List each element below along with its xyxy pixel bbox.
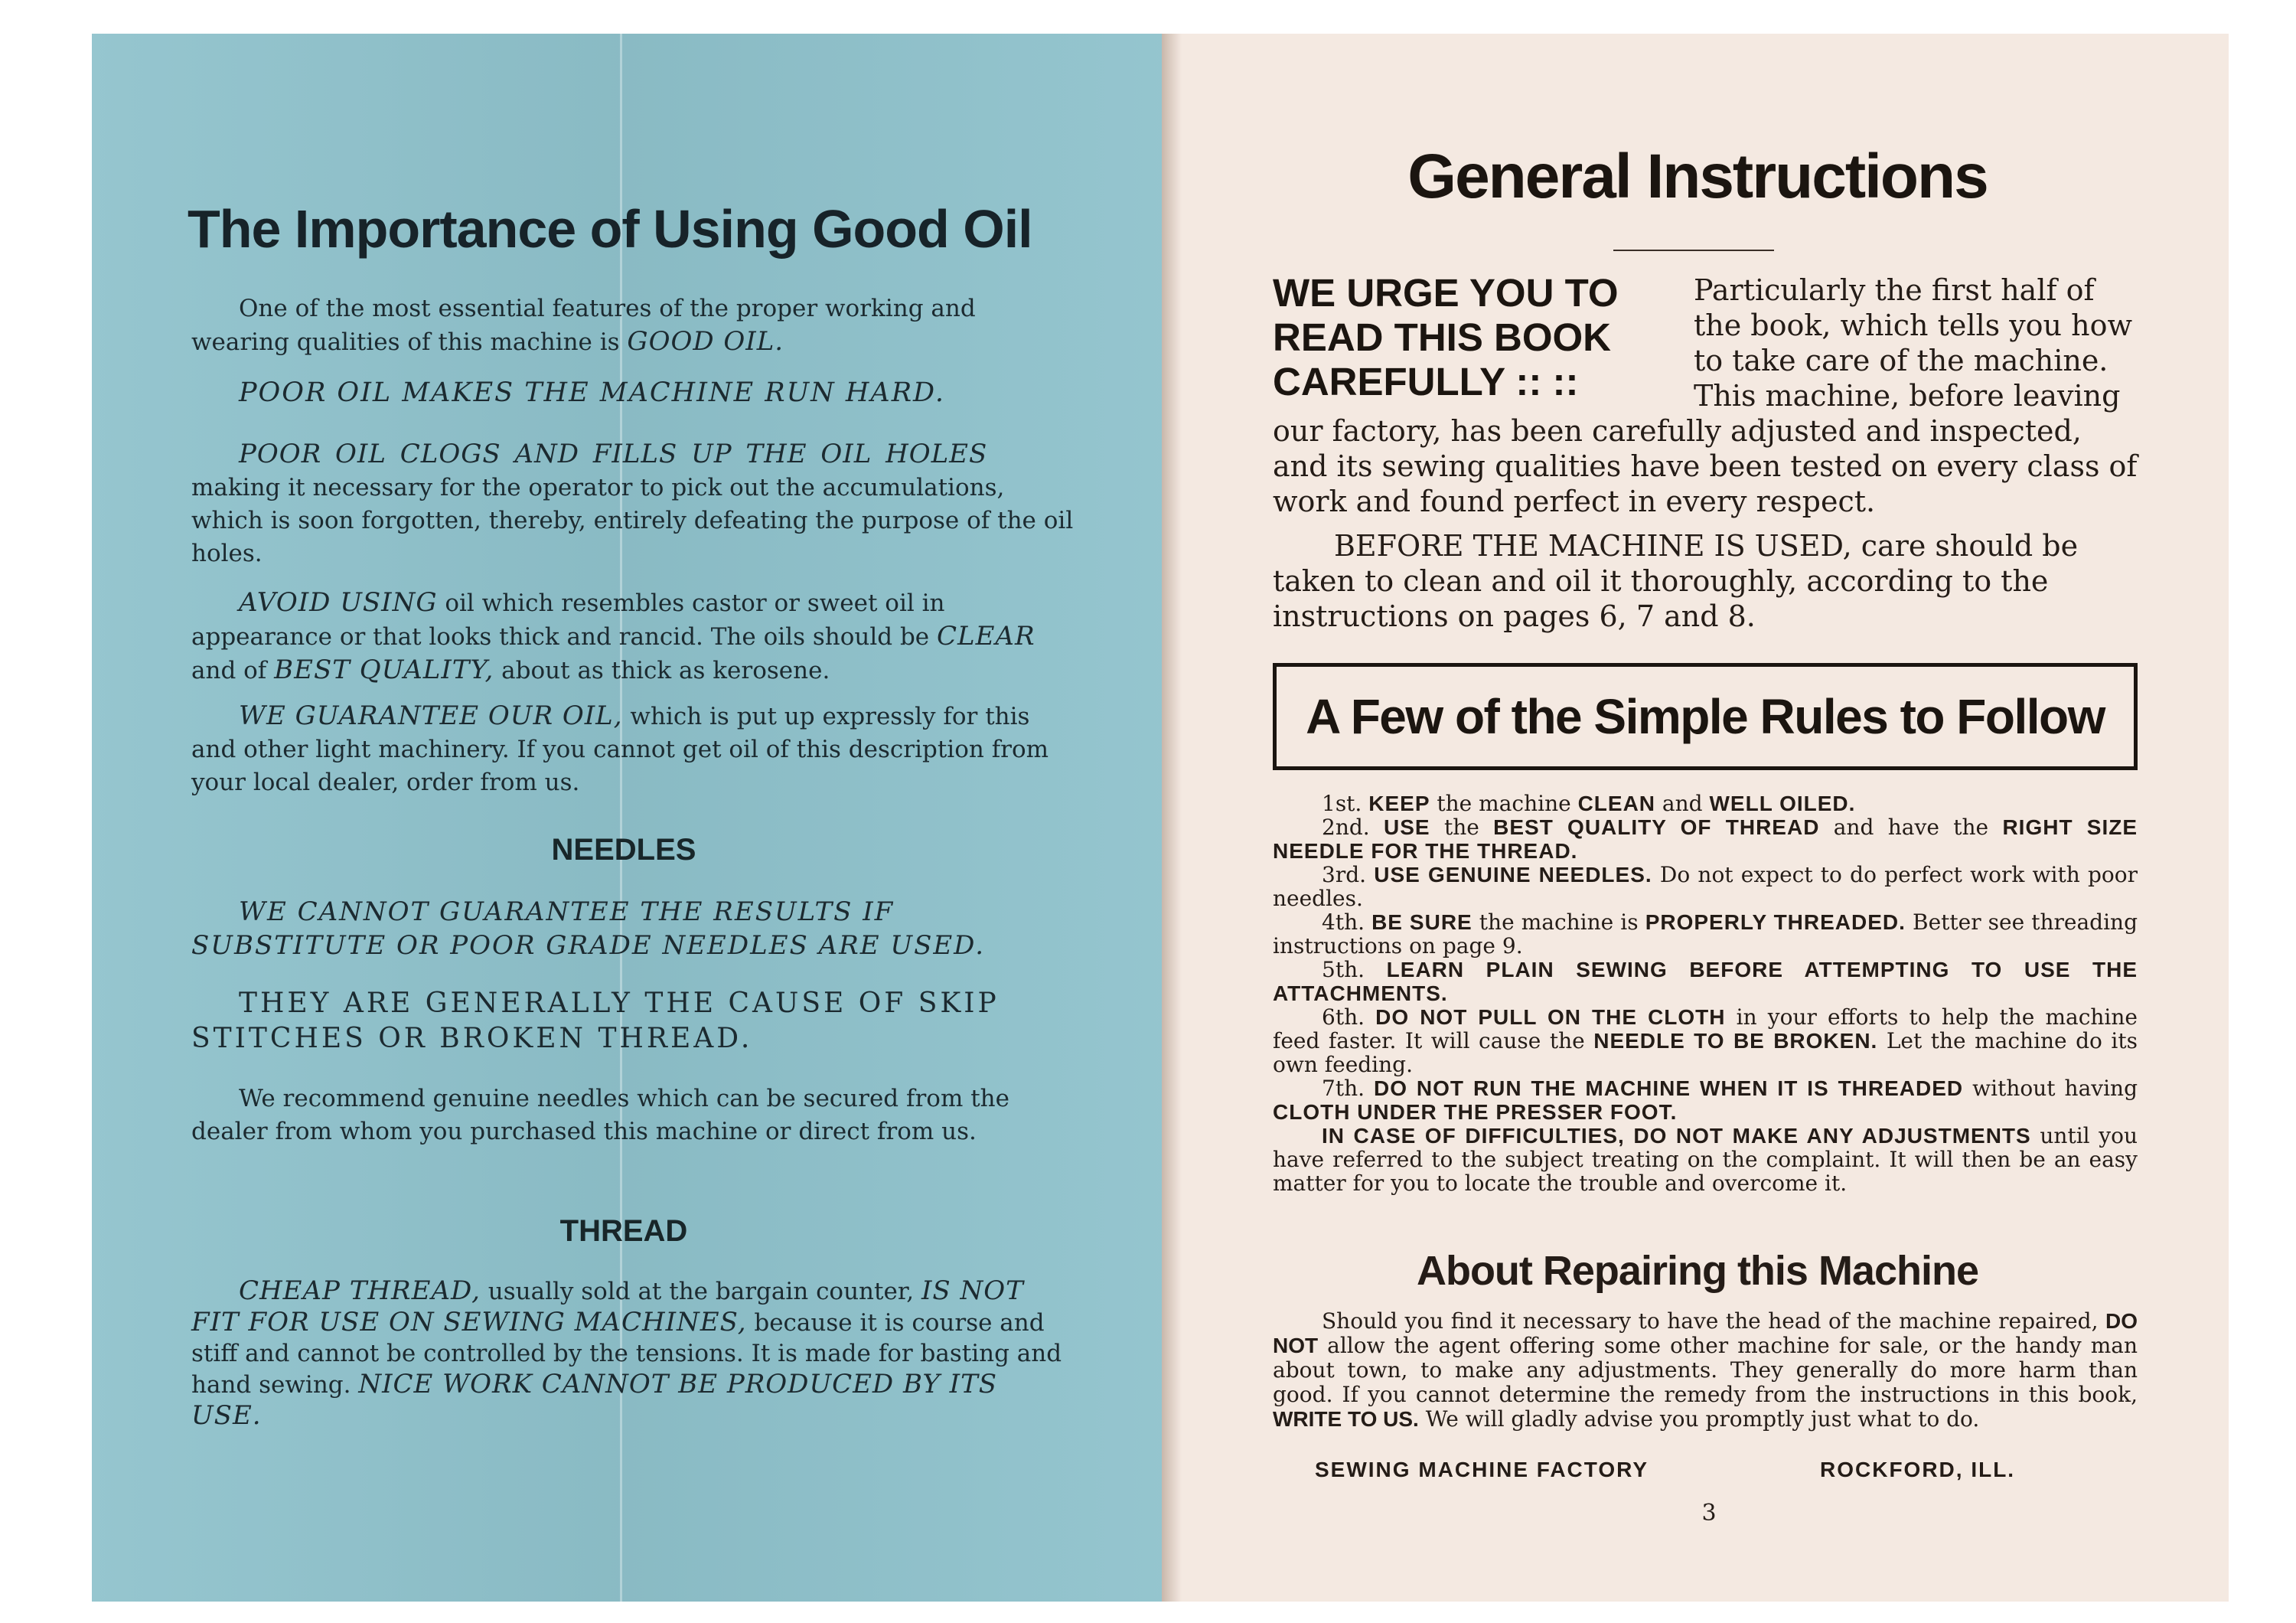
repair-paragraph: Should you find it necessary to have the head of the machine repaired, DO NOT allow the agent offering some other machine for sale, or the handy man about town, to make any adjustments. They generally do more harm than good. If you cannot determine the remedy from the instructions in this book, WRITE TO US. We will gladly advise you promptly just what to do. xyxy=(1273,1308,2138,1432)
left-page xyxy=(92,34,1162,1602)
urge-side-text: Particularly the first half of the book, which tells you how to take care of the machine. This machine, before leaving xyxy=(1694,273,2132,413)
guarantee-paragraph: WE GUARANTEE OUR OIL, which is put up expressly for this and other light machinery. If you cannot get oil of this description from your local dealer, order from us. xyxy=(191,700,1049,796)
repair-heading: About Repairing this Machine xyxy=(1416,1248,1979,1294)
urge-continuation: our factory, has been carefully adjusted and inspected, and its sewing qualities have been tested on every class of work and found perfect in every respect. xyxy=(1273,414,2138,518)
factory-signature: SEWING MACHINE FACTORY xyxy=(1315,1458,1649,1481)
rule-item: 1st. KEEP the machine CLEAN and WELL OILED. xyxy=(1322,791,1856,816)
page-number: 3 xyxy=(1701,1500,1717,1527)
rules-list xyxy=(1273,792,2138,1195)
before-use-paragraph: BEFORE THE MACHINE IS USED, care should be taken to clean and oil it thoroughly, according to the instructions on pages 6, 7 and 8. xyxy=(1273,529,2079,633)
rule-item: 2nd. USE the BEST QUALITY OF THREAD and have the RIGHT SIZE NEEDLE FOR THE THREAD. xyxy=(1273,815,2138,863)
thread-paragraph: CHEAP THREAD, usually sold at the bargain counter, IS NOT FIT FOR USE ON SEWING MACHINES, because it is course and stiff and cannot be controlled by the tensions. It is made for basting and hand sewing. NICE WORK CANNOT BE PRODUCED BY ITS USE. xyxy=(191,1275,1062,1431)
city-signature: ROCKFORD, ILL. xyxy=(1820,1458,2016,1481)
urge-heading: WE URGE YOU TO READ THIS BOOK CAREFULLY :: :: xyxy=(1273,271,1619,403)
clogs-paragraph: POOR OIL CLOGS AND FILLS UP THE OIL HOLES making it necessary for the operator to pick out the accumulations, which is soon forgotten, thereby, entirely defeating the purpose of the oil holes. xyxy=(191,439,1074,567)
rule-item: 6th. DO NOT PULL ON THE CLOTH in your efforts to help the machine feed faster. It will cause the NEEDLE TO BE BROKEN. Let the machine do its own feeding. xyxy=(1273,1004,2138,1077)
intro-paragraph: One of the most essential features of the proper working and wearing qualities of this machine is GOOD OIL. xyxy=(191,295,976,357)
rule-item: 7th. DO NOT RUN THE MACHINE WHEN IT IS THREADED without having CLOTH UNDER THE PRESSER FOOT. xyxy=(1273,1076,2138,1124)
right-page xyxy=(1162,34,2229,1602)
page-spine-shadow xyxy=(1162,34,1182,1602)
general-instructions-title: General Instructions xyxy=(1407,142,1988,211)
rule-item: IN CASE OF DIFFICULTIES, DO NOT MAKE ANY ADJUSTMENTS until you have referred to the subject treating on the complaint. It will then be an easy matter for you to locate the trouble and overcome it. xyxy=(1273,1123,2138,1196)
rules-title-box: A Few of the Simple Rules to Follow xyxy=(1273,663,2138,770)
page-title: The Importance of Using Good Oil xyxy=(188,199,1032,259)
needles-recommend: We recommend genuine needles which can be secured from the dealer from whom you purchased this machine or direct from us. xyxy=(191,1085,1009,1145)
rule-item: 4th. BE SURE the machine is PROPERLY THREADED. Better see threading instructions on page 9. xyxy=(1273,909,2138,958)
needles-cause: THEY ARE GENERALLY THE CAUSE OF SKIP STITCHES OR BROKEN THREAD. xyxy=(191,988,1000,1054)
poor-oil-hard: POOR OIL MAKES THE MACHINE RUN HARD. xyxy=(239,377,945,408)
rule-item: 3rd. USE GENUINE NEEDLES. Do not expect to do perfect work with poor needles. xyxy=(1273,862,2138,911)
needles-warning: WE CANNOT GUARANTEE THE RESULTS IF SUBSTITUTE OR POOR GRADE NEEDLES ARE USED. xyxy=(191,896,986,961)
thread-heading: THREAD xyxy=(559,1214,688,1248)
avoid-paragraph: AVOID USING oil which resembles castor or sweet oil in appearance or that looks thick and rancid. The oils should be CLEAR and of BEST QUALITY, about as thick as kerosene. xyxy=(191,587,1035,685)
needles-heading: NEEDLES xyxy=(551,833,696,867)
rule-item: 5th. LEARN PLAIN SEWING BEFORE ATTEMPTING TO USE THE ATTACHMENTS. xyxy=(1273,957,2138,1005)
title-divider xyxy=(1613,250,1774,251)
